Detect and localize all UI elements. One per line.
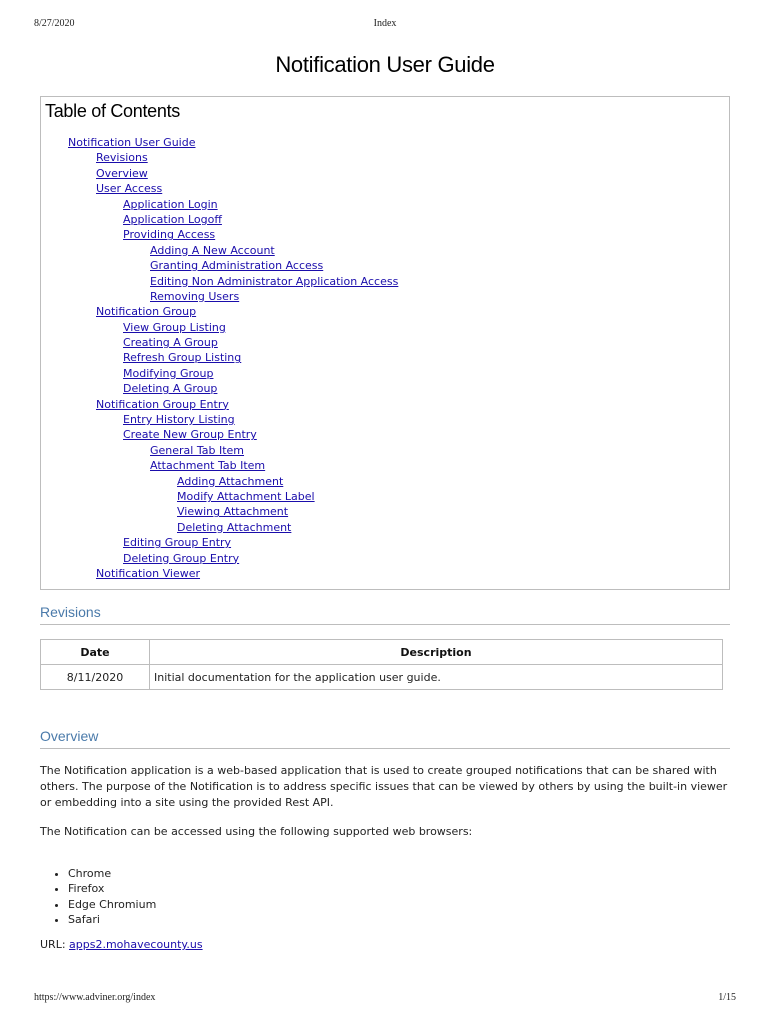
toc-link[interactable]: Editing Non Administrator Application Access	[150, 274, 399, 288]
toc-link[interactable]: Modifying Group	[123, 366, 214, 380]
toc-link[interactable]: Granting Administration Access	[150, 259, 324, 273]
toc-link[interactable]: Adding Attachment	[177, 474, 284, 488]
overview-heading: Overview	[40, 728, 730, 749]
toc-link[interactable]: Revisions	[96, 151, 148, 165]
toc-item	[41, 504, 398, 519]
toc-link[interactable]: User Access	[96, 182, 163, 196]
toc-item	[41, 412, 398, 427]
revisions-table	[40, 639, 723, 690]
toc-link[interactable]: Notification User Guide	[68, 136, 196, 149]
browsers-intro-paragraph: The Notification can be accessed using the following supported web browsers:	[40, 825, 473, 838]
toc-item	[41, 212, 398, 227]
revisions-heading: Revisions	[40, 604, 730, 625]
toc-link[interactable]: Editing Group Entry	[123, 536, 232, 550]
toc-item	[41, 289, 398, 304]
toc-item	[41, 474, 398, 489]
toc-item	[41, 320, 398, 335]
toc-item	[41, 243, 398, 258]
toc-item	[41, 366, 398, 381]
toc-link[interactable]: Refresh Group Listing	[123, 351, 242, 365]
toc-item	[41, 443, 398, 458]
revision-description-cell: Initial documentation for the application user guide.	[150, 665, 723, 690]
overview-paragraph: The Notification application is a web-based application that is used to create grouped notifications that can be shared with others. The purpose of the Notification is to address specific issues that can be viewed by others by using the built-in viewer or embedding into a site using the provided Rest API.	[40, 764, 728, 809]
document-title: Notification User Guide	[275, 52, 495, 77]
toc-list	[41, 135, 398, 581]
toc-item	[41, 458, 398, 473]
toc-link[interactable]: Viewing Attachment	[177, 505, 289, 519]
toc-link[interactable]: Overview	[96, 166, 148, 180]
toc-link[interactable]: Creating A Group	[123, 336, 218, 350]
toc-item	[41, 335, 398, 350]
toc-item	[41, 197, 398, 212]
toc-item	[41, 397, 398, 412]
toc-link[interactable]: Notification Group	[96, 305, 197, 319]
toc-link[interactable]: Attachment Tab Item	[150, 459, 266, 473]
toc-link[interactable]: Application Login	[123, 197, 218, 211]
browser-list	[40, 866, 156, 928]
toc-link[interactable]: Adding A New Account	[150, 243, 275, 257]
toc-item	[41, 566, 398, 581]
toc-link[interactable]: View Group Listing	[123, 320, 226, 334]
list-item: • Safari	[68, 912, 156, 927]
toc-link[interactable]: Deleting Attachment	[177, 520, 292, 534]
toc-item	[41, 258, 398, 273]
toc-item	[41, 135, 398, 150]
column-header-date: Date	[41, 640, 150, 665]
toc-item	[41, 304, 398, 319]
toc-item	[41, 551, 398, 566]
toc-item	[41, 181, 398, 196]
toc-item	[41, 150, 398, 165]
list-item: • Firefox	[68, 881, 156, 896]
toc-link[interactable]: Providing Access	[123, 228, 216, 242]
table-header-row	[41, 640, 723, 665]
toc-link[interactable]: Notification Viewer	[96, 566, 201, 580]
list-item: • Edge Chromium	[68, 897, 156, 912]
url-line	[40, 938, 203, 951]
toc-link[interactable]: Create New Group Entry	[123, 428, 257, 442]
toc-link[interactable]: Removing Users	[150, 289, 240, 303]
toc-link[interactable]: Deleting A Group	[123, 382, 218, 396]
toc-item	[41, 489, 398, 504]
toc-link[interactable]: Notification Group Entry	[96, 397, 229, 411]
toc-item	[41, 535, 398, 550]
toc-item	[41, 350, 398, 365]
toc-link[interactable]: Deleting Group Entry	[123, 551, 240, 565]
page-number: 1/15	[718, 992, 736, 1003]
print-date: 8/27/2020	[34, 18, 75, 29]
url-link[interactable]: apps2.mohavecounty.us	[69, 938, 203, 951]
print-url: https://www.adviner.org/index	[34, 992, 156, 1003]
print-title: Index	[373, 18, 397, 29]
table-row	[41, 665, 723, 690]
table-of-contents	[40, 96, 730, 590]
revision-date-cell: 8/11/2020	[41, 665, 150, 690]
toc-link[interactable]: General Tab Item	[150, 443, 245, 457]
toc-item	[41, 166, 398, 181]
url-label: URL:	[40, 938, 66, 951]
column-header-description: Description	[150, 640, 723, 665]
toc-link[interactable]: Modify Attachment Label	[177, 489, 315, 503]
toc-item	[41, 274, 398, 289]
toc-link[interactable]: Application Logoff	[123, 212, 222, 226]
toc-item	[41, 381, 398, 396]
toc-item	[41, 520, 398, 535]
list-item: • Chrome	[68, 866, 156, 881]
toc-link[interactable]: Entry History Listing	[123, 413, 235, 427]
toc-heading: Table of Contents	[45, 101, 180, 121]
toc-item	[41, 227, 398, 242]
toc-item	[41, 427, 398, 442]
